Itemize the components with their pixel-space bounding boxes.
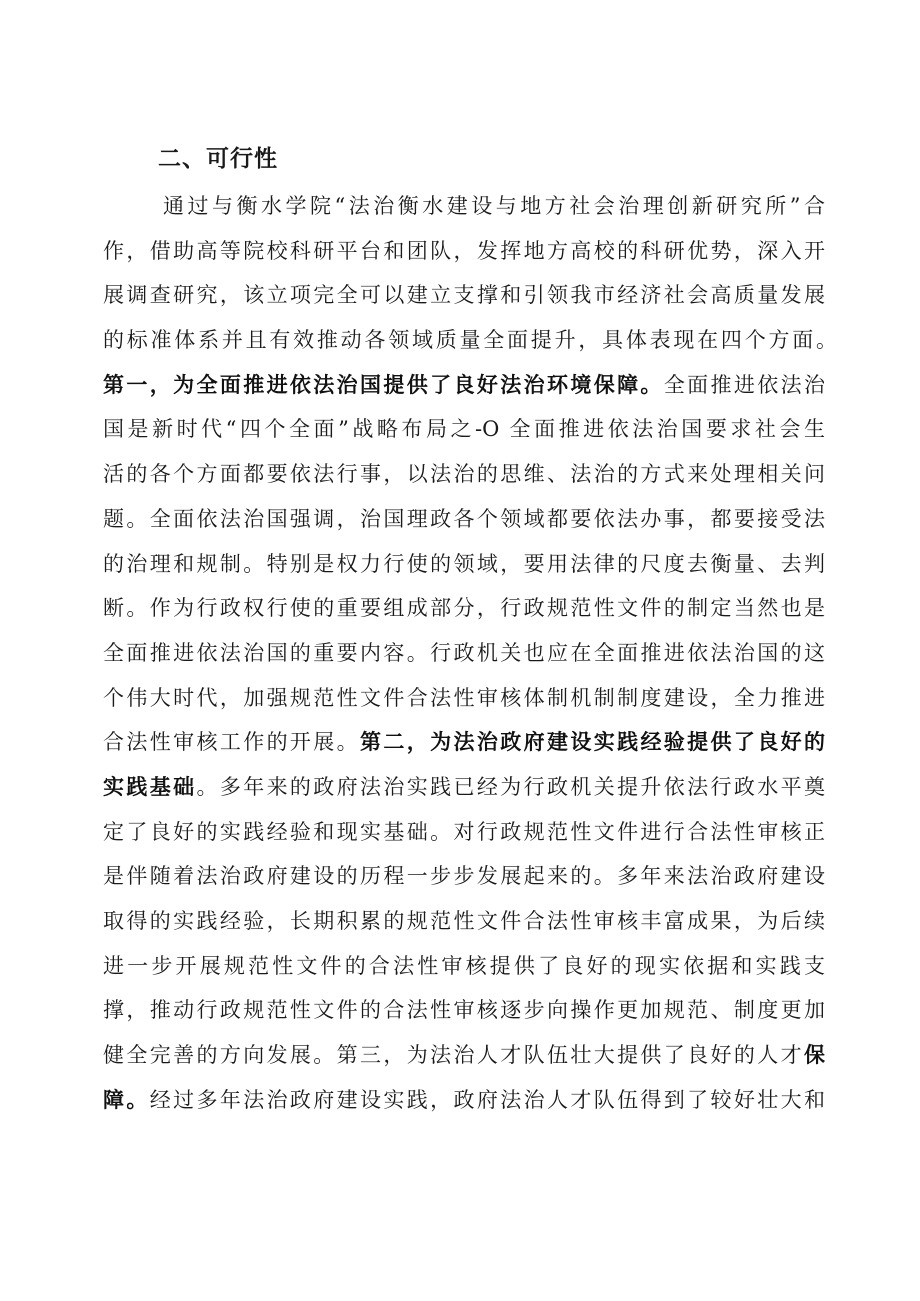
text-segment: 撑，推动行政规范性文件的合法性审核逐步向操作更加规范、制度更加 — [103, 998, 825, 1023]
text-segment: 。多年来的政府法治实践已经为行政机关提升依法行政水平奠 — [196, 774, 825, 799]
bold-point-second-end: 实践基础 — [103, 773, 197, 799]
text-line — [103, 497, 825, 542]
text-line — [103, 229, 825, 274]
text-line — [103, 854, 825, 899]
text-line — [103, 676, 825, 721]
text-line — [103, 765, 825, 810]
text-segment: 经过多年法治政府建设实践，政府法治人才队伍得到了较好壮大和 — [149, 1087, 825, 1112]
text-line — [103, 988, 825, 1033]
text-segment: 的标准体系并且有效推动各领域质量全面提升，具体表现在四个方面。 — [103, 328, 837, 353]
text-segment: 断。作为行政权行使的重要组成部分，行政规范性文件的制定当然也是 — [103, 596, 825, 621]
text-line — [103, 542, 825, 587]
text-line — [103, 273, 825, 318]
bold-point-third: 保 — [804, 1042, 825, 1068]
bold-point-second: 第二，为法治政府建设实践经验提供了良好的 — [360, 729, 826, 755]
text-line — [103, 318, 837, 363]
text-line — [103, 899, 825, 944]
text-line — [103, 1033, 825, 1078]
text-line — [103, 631, 825, 676]
bold-point-first: 第一，为全面推进依法治国提供了良好法治环境保障。 — [103, 371, 664, 397]
text-segment: 作，借助高等院校科研平台和团队，发挥地方高校的科研优势，深入开 — [103, 238, 825, 263]
text-line — [103, 407, 825, 452]
text-segment: 个伟大时代，加强规范性文件合法性审核体制机制制度建设，全力推进 — [103, 685, 825, 710]
section-heading: 二、可行性 — [158, 145, 278, 172]
text-line — [103, 720, 825, 765]
feasibility-paragraph — [103, 184, 837, 1122]
text-segment: 取得的实践经验，长期积累的规范性文件合法性审核丰富成果，为后续 — [103, 909, 825, 933]
text-line — [103, 184, 825, 229]
text-segment: 题。全面依法治国强调，治国理政各个领域都要依法办事，都要接受法 — [103, 506, 825, 531]
text-segment: 国是新时代“四个全面”战略布局之-O 全面推进依法治国要求社会生 — [103, 417, 825, 442]
text-line — [103, 810, 825, 855]
text-line — [103, 586, 825, 631]
text-segment: 合法性审核工作的开展。 — [103, 730, 361, 755]
text-segment: 活的各个方面都要依法行事，以法治的思维、法治的方式来处理相关问 — [103, 462, 825, 487]
text-segment: 全面推进依法治国的重要内容。行政机关也应在全面推进依法治国的这 — [103, 640, 825, 665]
text-segment: 通过与衡水学院“法治衡水建设与地方社会治理创新研究所”合 — [163, 194, 825, 218]
text-segment: 是伴随着法治政府建设的历程一步步发展起来的。多年来法治政府建设 — [103, 864, 825, 889]
text-line — [103, 1078, 825, 1123]
text-segment: 定了良好的实践经验和现实基础。对行政规范性文件进行合法性审核正 — [103, 819, 825, 844]
text-line — [103, 452, 825, 497]
text-segment: 健全完善的方向发展。第三，为法治人才队伍壮大提供了良好的人才 — [103, 1043, 804, 1068]
text-line — [103, 363, 825, 408]
bold-point-third-end: 障。 — [103, 1086, 150, 1112]
text-segment: 全面推进依法治 — [663, 372, 826, 397]
text-line — [103, 944, 825, 989]
text-segment: 的治理和规制。特别是权力行使的领域，要用法律的尺度去衡量、去判 — [103, 551, 825, 576]
text-segment: 展调查研究，该立项完全可以建立支撑和引领我市经济社会高质量发展 — [103, 283, 825, 308]
text-segment: 进一步开展规范性文件的合法性审核提供了良好的现实依据和实践支 — [103, 953, 825, 978]
